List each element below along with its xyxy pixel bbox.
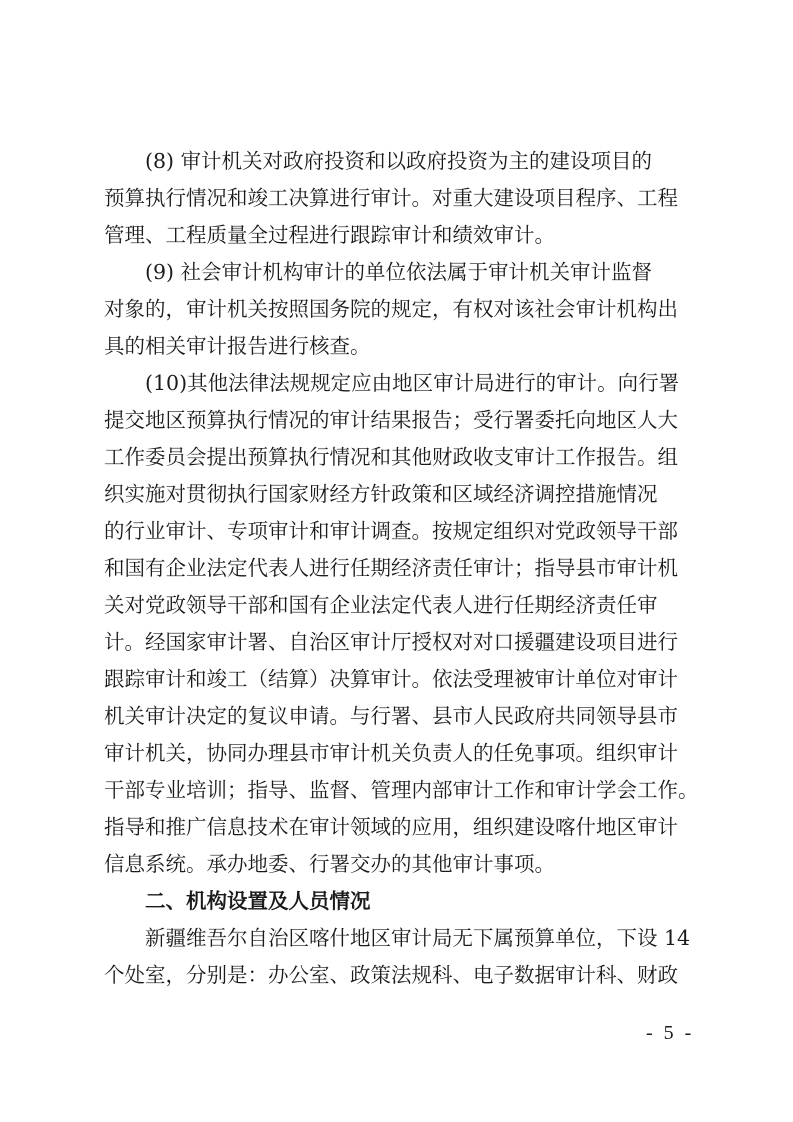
text-line: 审计机关，协同办理县市审计机关负责人的任免事项。组织审计 — [104, 741, 678, 765]
text-line: 跟踪审计和竣工（结算）决算审计。依法受理被审计单位对审计 — [104, 667, 678, 691]
text-line: 指导和推广信息技术在审计领域的应用，组织建设喀什地区审计 — [104, 815, 678, 839]
text-line: 的行业审计、专项审计和审计调查。按规定组织对党政领导干部 — [104, 519, 678, 543]
text-line: 提交地区预算执行情况的审计结果报告；受行署委托向地区人大 — [104, 408, 678, 432]
text-line: 信息系统。承办地委、行署交办的其他审计事项。 — [104, 852, 555, 876]
text-line: (8) 审计机关对政府投资和以政府投资为主的建设项目的 — [104, 149, 653, 173]
text-line: 预算执行情况和竣工决算进行审计。对重大建设项目程序、工程 — [104, 186, 678, 210]
text-line: 机关审计决定的复议申请。与行署、县市人民政府共同领导县市 — [104, 704, 678, 728]
text-line: (9) 社会审计机构审计的单位依法属于审计机关审计监督 — [104, 260, 653, 284]
text-line: 管理、工程质量全过程进行跟踪审计和绩效审计。 — [104, 223, 555, 247]
text-line: (10)其他法律法规规定应由地区审计局进行的审计。向行署 — [104, 371, 680, 395]
section-heading: 二、机构设置及人员情况 — [104, 889, 371, 913]
text-line: 和国有企业法定代表人进行任期经济责任审计；指导县市审计机 — [104, 556, 678, 580]
text-line: 新疆维吾尔自治区喀什地区审计局无下属预算单位，下设 14 — [104, 926, 691, 950]
text-line: 工作委员会提出预算执行情况和其他财政收支审计工作报告。组 — [104, 445, 678, 469]
text-line: 计。经国家审计署、自治区审计厅授权对对口援疆建设项目进行 — [104, 630, 678, 654]
text-line: 具的相关审计报告进行核查。 — [104, 334, 371, 358]
text-line: 织实施对贯彻执行国家财经方针政策和区域经济调控措施情况 — [104, 482, 658, 506]
text-line: 个处室，分别是：办公室、政策法规科、电子数据审计科、财政 — [104, 963, 678, 987]
text-line: 干部专业培训；指导、监督、管理内部审计工作和审计学会工作。 — [104, 778, 699, 802]
page-number: - 5 - — [646, 1022, 695, 1044]
text-line: 关对党政领导干部和国有企业法定代表人进行任期经济责任审 — [104, 593, 658, 617]
text-line: 对象的，审计机关按照国务院的规定，有权对该社会审计机构出 — [104, 297, 678, 321]
